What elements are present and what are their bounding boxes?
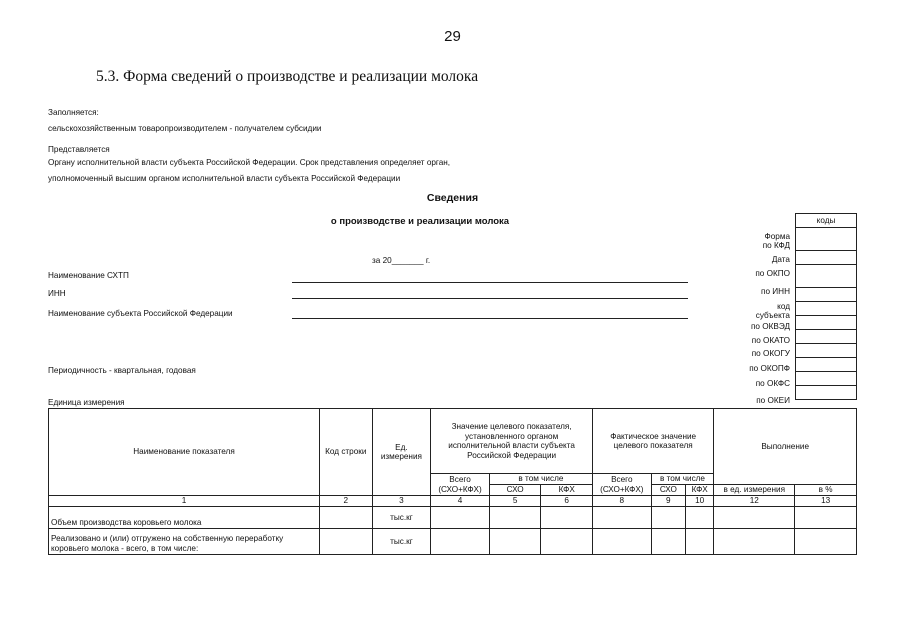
codes-table [795, 213, 857, 400]
header-actual-kfx: КФХ [686, 485, 714, 496]
code-cell-inn[interactable] [796, 288, 857, 302]
row-unit: тыс.кг [372, 529, 431, 555]
code-label-form: Форма по КФД [762, 232, 790, 250]
doc-subtitle: о производстве и реализации молока [330, 216, 510, 227]
value-cell[interactable] [431, 529, 490, 555]
code-cell-okopf[interactable] [796, 358, 857, 372]
value-cell[interactable] [541, 529, 593, 555]
col-number: 12 [714, 496, 795, 507]
code-label-subject: код субъекта [755, 302, 790, 320]
code-label-okogu: по ОКОГУ [751, 349, 790, 358]
page-number: 29 [444, 28, 461, 45]
header-row-code: Код строки [320, 409, 373, 496]
value-cell[interactable] [714, 529, 795, 555]
filled-by-label: Заполняется: [48, 108, 99, 117]
code-label-okato: по ОКАТО [751, 336, 790, 345]
header-actual-total: Всего (СХО+КФХ) [593, 474, 652, 496]
code-label-okopf: по ОКОПФ [749, 364, 790, 373]
section-title: 5.3. Форма сведений о производстве и реализации молока [96, 68, 479, 85]
col-number: 5 [489, 496, 541, 507]
value-cell[interactable] [795, 529, 857, 555]
code-cell-subject[interactable] [796, 302, 857, 316]
col-number: 4 [431, 496, 490, 507]
header-target-kfx: КФХ [541, 485, 593, 496]
submitted-to-label: Представляется [48, 145, 110, 154]
code-cell-okei[interactable] [796, 386, 857, 400]
value-cell[interactable] [593, 529, 652, 555]
header-target-total: Всего (СХО+КФХ) [431, 474, 490, 496]
header-percent: в % [795, 485, 857, 496]
code-cell-okpo[interactable] [796, 265, 857, 288]
header-actual-cxo: СХО [651, 485, 685, 496]
header-target-including: в том числе [489, 474, 592, 485]
header-actual-value: Фактическое значение целевого показателя [593, 409, 714, 474]
code-cell-date[interactable] [796, 251, 857, 265]
row-code-cell[interactable] [320, 529, 373, 555]
period-field: за 20_______ г. [372, 256, 431, 265]
header-in-units: в ед. измерения [714, 485, 795, 496]
col-number: 8 [593, 496, 652, 507]
periodicity-label: Периодичность - квартальная, годовая [48, 366, 196, 375]
value-cell[interactable] [714, 507, 795, 529]
col-number: 3 [372, 496, 431, 507]
table-row [49, 507, 857, 529]
col-number: 9 [651, 496, 685, 507]
unit-label: Единица измерения [48, 398, 125, 407]
value-cell[interactable] [795, 507, 857, 529]
row-unit: тыс.кг [372, 507, 431, 529]
value-cell[interactable] [489, 529, 541, 555]
code-label-okved: по ОКВЭД [750, 322, 790, 331]
code-label-inn: по ИНН [761, 287, 790, 296]
code-cell-okato[interactable] [796, 330, 857, 344]
row-code-cell[interactable] [320, 507, 373, 529]
header-execution: Выполнение [714, 409, 857, 485]
value-cell[interactable] [431, 507, 490, 529]
doc-title: Сведения [426, 192, 479, 204]
code-cell-okogu[interactable] [796, 344, 857, 358]
submitted-to-line2: уполномоченный высшим органом исполнительной власти субъекта Российской Федерации [48, 174, 401, 183]
value-cell[interactable] [541, 507, 593, 529]
table-row [49, 529, 857, 555]
inn-label: ИНН [48, 289, 66, 298]
header-target-value: Значение целевого показателя, установленного органом исполнительной власти субъекта Российской Федерации [431, 409, 593, 474]
row-name: Реализовано и (или) отгружено на собственную переработку коровьего молока - всего, в том числе: [49, 529, 320, 555]
code-cell-form[interactable] [796, 228, 857, 251]
name-underline [292, 282, 688, 283]
code-label-okei: по ОКЕИ [756, 396, 790, 405]
code-label-okfs: по ОКФС [755, 379, 790, 388]
value-cell[interactable] [593, 507, 652, 529]
subject-label: Наименование субъекта Российской Федерации [48, 309, 233, 318]
header-actual-including: в том числе [651, 474, 714, 485]
submitted-to-line1: Органу исполнительной власти субъекта Российской Федерации. Срок представления определяет орган, [48, 158, 451, 167]
name-label: Наименование СХТП [48, 271, 129, 280]
filled-by-value: сельскохозяйственным товаропроизводителем - получателем субсидии [48, 124, 322, 133]
value-cell[interactable] [651, 507, 685, 529]
code-cell-okfs[interactable] [796, 372, 857, 386]
value-cell[interactable] [489, 507, 541, 529]
col-number: 1 [49, 496, 320, 507]
col-number: 2 [320, 496, 373, 507]
header-target-cxo: СХО [489, 485, 541, 496]
code-label-date: Дата [771, 255, 790, 264]
codes-header: коды [796, 214, 857, 228]
row-name: Объем производства коровьего молока [49, 507, 320, 529]
col-number: 10 [686, 496, 714, 507]
inn-underline [292, 298, 688, 299]
value-cell[interactable] [686, 529, 714, 555]
value-cell[interactable] [686, 507, 714, 529]
code-label-okpo: по ОКПО [755, 269, 790, 278]
value-cell[interactable] [651, 529, 685, 555]
header-unit: Ед. измерения [372, 409, 431, 496]
col-number: 6 [541, 496, 593, 507]
subject-underline [292, 318, 688, 319]
col-number: 13 [795, 496, 857, 507]
indicators-table [48, 408, 857, 555]
code-cell-okved[interactable] [796, 316, 857, 330]
header-indicator-name: Наименование показателя [49, 409, 320, 496]
